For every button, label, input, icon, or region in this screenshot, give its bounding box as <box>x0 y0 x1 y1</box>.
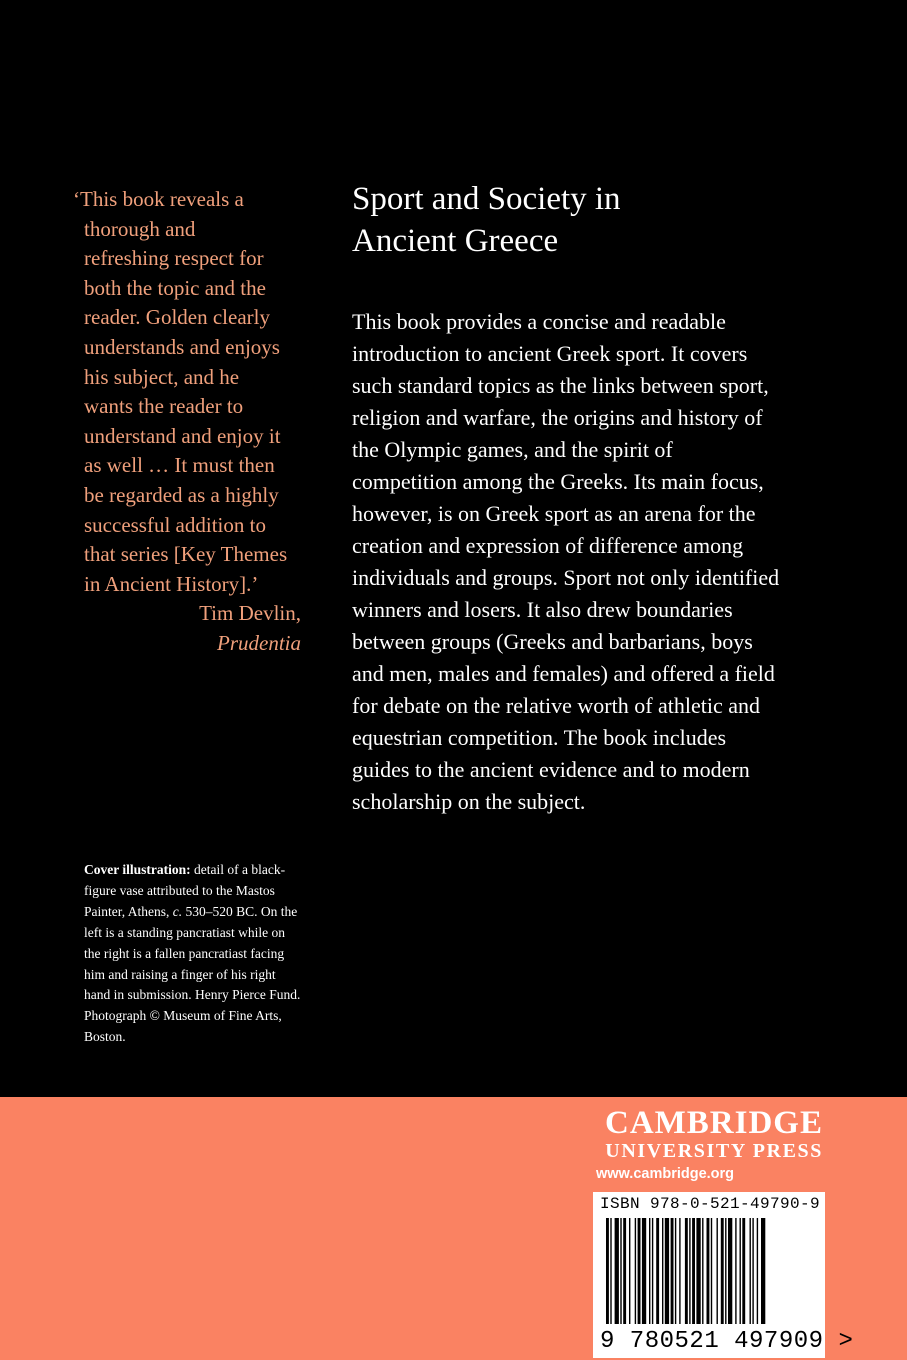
cover-illustration-label: Cover illustration: <box>84 862 191 877</box>
barcode-icon <box>600 1218 818 1328</box>
quote-line: refreshing respect for <box>84 246 264 271</box>
credit-line: him and raising a finger of his right <box>84 966 276 982</box>
credit-line: Boston. <box>84 1029 126 1045</box>
quote-line: reader. Golden clearly <box>84 305 270 330</box>
book-description <box>352 306 872 818</box>
quote-publication: Prudentia <box>217 630 301 655</box>
blurb-line: introduction to ancient Greek sport. It covers <box>352 341 748 366</box>
quote-attribution <box>84 599 313 658</box>
credit-text: 530–520 BC. On the <box>182 903 298 919</box>
credit-text: detail of a black- <box>190 862 286 877</box>
review-quote <box>73 185 313 659</box>
credit-line: hand in submission. Henry Pierce Fund. <box>84 987 301 1003</box>
quote-line: in Ancient History].’ <box>84 571 259 596</box>
publisher-name: CAMBRIDGE <box>604 1105 823 1141</box>
quote-author: Tim Devlin, <box>199 601 301 626</box>
blurb-line: such standard topics as the links between sport, <box>352 373 769 398</box>
publisher-subname: UNIVERSITY PRESS <box>605 1140 823 1162</box>
quote-line: as well … It must then <box>84 453 275 478</box>
blurb-line: individuals and groups. Sport not only identified <box>352 565 780 590</box>
barcode-digits: 9 780521 497909 > <box>600 1328 854 1355</box>
blurb-line: competition among the Greeks. Its main focus, <box>352 469 764 494</box>
blurb-line: and men, males and females) and offered a field <box>352 661 775 686</box>
blurb-line: between groups (Greeks and barbarians, boys <box>352 629 753 654</box>
credit-line: the right is a fallen pancratiast facing <box>84 945 285 961</box>
quote-line: wants the reader to <box>84 394 244 419</box>
quote-line: both the topic and the <box>84 275 266 300</box>
blurb-line: scholarship on the subject. <box>352 789 586 814</box>
quote-line: be regarded as a highly <box>84 482 279 507</box>
book-title-line-2: Ancient Greece <box>352 223 559 259</box>
quote-line: ‘This book reveals a <box>73 187 244 211</box>
blurb-line: creation and expression of difference among <box>352 533 744 558</box>
circa-abbrev: c. <box>172 903 183 919</box>
blurb-line: This book provides a concise and readable <box>352 309 726 334</box>
blurb-line: guides to the ancient evidence and to modern <box>352 757 750 782</box>
quote-line: understands and enjoys <box>84 334 280 359</box>
blurb-line: winners and losers. It also drew boundaries <box>352 597 733 622</box>
quote-line: successful addition to <box>84 512 266 537</box>
credit-line: left is a standing pancratiast while on <box>84 924 285 940</box>
publisher-url: www.cambridge.org <box>596 1166 735 1182</box>
blurb-line: the Olympic games, and the spirit of <box>352 437 673 462</box>
credit-line: figure vase attributed to the Mastos <box>84 882 275 898</box>
blurb-line: equestrian competition. The book includes <box>352 725 727 750</box>
cover-illustration-credit <box>84 860 344 1048</box>
book-title-line-1: Sport and Society in <box>352 181 621 217</box>
credit-line: Photograph © Museum of Fine Arts, <box>84 1008 282 1024</box>
quote-line: thorough and <box>84 216 196 241</box>
blurb-line: for debate on the relative worth of athletic and <box>352 693 761 718</box>
book-title <box>352 178 872 262</box>
blurb-line: however, is on Greek sport as an arena for the <box>352 501 756 526</box>
blurb-line: religion and warfare, the origins and history of <box>352 405 763 430</box>
publisher-logo <box>605 1105 823 1161</box>
quote-line: understand and enjoy it <box>84 423 281 448</box>
quote-line: that series [Key Themes <box>84 542 288 567</box>
isbn-label: ISBN 978-0-521-49790-9 <box>600 1195 821 1213</box>
credit-text: Painter, Athens, <box>84 903 173 919</box>
quote-line: his subject, and he <box>84 364 240 389</box>
